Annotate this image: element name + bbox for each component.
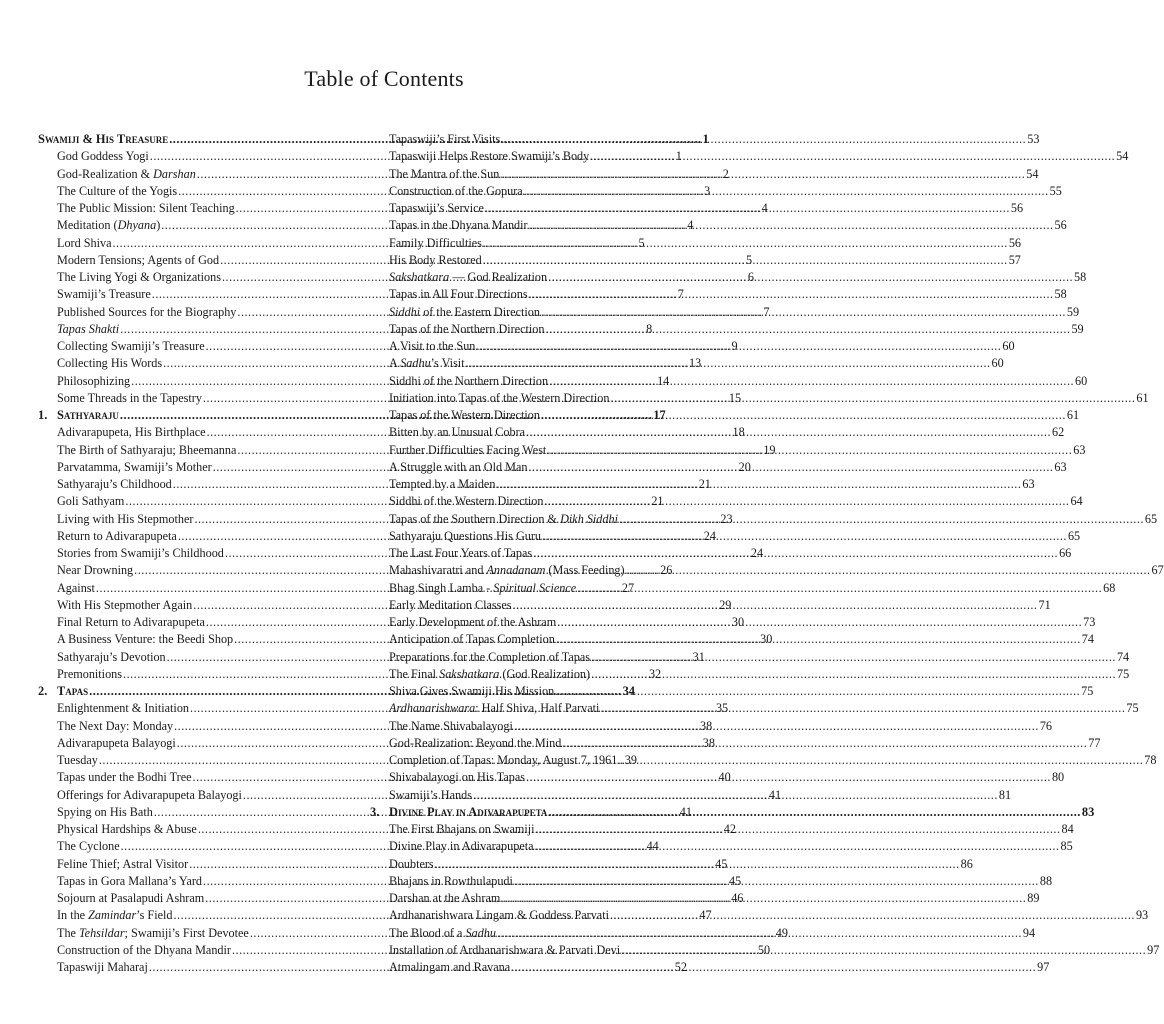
toc-entry-title: Tapaswiji Maharaj <box>57 960 148 974</box>
page-number: 62 <box>1052 425 1065 440</box>
page-number: 81 <box>998 787 1012 802</box>
page-number: 8 <box>646 321 653 336</box>
page-number: 56 <box>1008 235 1021 250</box>
dot-leader <box>536 821 1061 838</box>
dot-leader <box>591 649 1116 666</box>
dot-leader <box>548 269 1073 286</box>
toc-entry[interactable] <box>370 286 1067 303</box>
toc-entry-title: Against <box>57 580 95 595</box>
toc-entry[interactable] <box>370 493 1083 510</box>
dot-leader <box>466 355 991 372</box>
toc-entry-title: Tempted by a Maiden <box>389 477 496 491</box>
page-number: 38 <box>700 718 713 733</box>
chapter-number: 1. <box>38 408 48 422</box>
toc-entry-title: Spying on His Bath <box>57 804 153 819</box>
toc-entry-title: Tuesday <box>57 753 98 767</box>
toc-entry-title: The Final Sakshatkara (God Realization) <box>389 666 591 681</box>
page-number: 45 <box>715 856 728 871</box>
dot-leader <box>514 718 1039 735</box>
toc-entry-title: Tapas under the Bodhi Tree <box>57 770 192 785</box>
toc-entry-title: Further Difficulties Facing West <box>389 442 547 457</box>
toc-entry-title: Tapaswiji’s First Visits <box>389 132 501 146</box>
page-number: 56 <box>1010 201 1024 215</box>
dot-leader <box>483 252 1008 269</box>
page-number: 14 <box>657 373 670 388</box>
page-number: 74 <box>1081 632 1094 647</box>
toc-entry-title: Siddhi of the Eastern Direction <box>389 304 540 319</box>
toc-entry-title: Siddhi of the Western Direction <box>389 494 544 509</box>
dot-leader <box>549 373 1074 390</box>
dot-leader <box>542 528 1067 545</box>
toc-entry[interactable] <box>370 752 1157 769</box>
dot-leader <box>555 683 1080 700</box>
page-number: 60 <box>991 356 1004 371</box>
toc-entry[interactable] <box>370 252 1021 269</box>
page-number: 58 <box>1054 287 1067 302</box>
toc-entry-title: Offerings for Adivarapupeta Balayogi <box>57 787 242 802</box>
toc-entry-title: Shiva Gives Swamiji His Mission <box>389 684 555 698</box>
page-number: 52 <box>674 960 687 974</box>
toc-entry-title: Collecting His Words <box>57 356 163 371</box>
page-number: 49 <box>775 925 788 940</box>
toc-entry-title: God-Realization: Beyond the Mind <box>389 735 562 750</box>
toc-entry-title: Completion of Tapas: Monday, August 7, 1961 <box>389 753 618 767</box>
toc-entry-title: Bhag Singh Lamba - Spiritual Science <box>389 580 577 595</box>
toc-entry-title: Early Development of the Ashram <box>389 615 557 629</box>
page-number: 88 <box>1039 873 1053 888</box>
page-number: 59 <box>1066 304 1080 319</box>
page-number: 71 <box>1038 597 1051 612</box>
page-number: 94 <box>1022 925 1036 940</box>
page-number: 80 <box>1051 770 1065 785</box>
page-number: 63 <box>1073 442 1086 457</box>
toc-entry-title: Ardhanarishwara: Half Shiva, Half Parvati <box>389 701 600 716</box>
page-number: 89 <box>1027 891 1040 905</box>
toc-entry-title: The Cyclone <box>57 839 120 854</box>
toc-entry-title: Tapas <box>57 684 89 698</box>
dot-leader <box>529 286 1054 303</box>
page-number: 68 <box>1103 580 1116 595</box>
page-number: 46 <box>731 891 744 905</box>
page-number: 97 <box>1147 942 1160 957</box>
toc-entry-title: A Struggle with an Old Man <box>389 459 528 474</box>
page-number: 1 <box>702 132 709 146</box>
toc-entry-title: Final Return to Adivarapupeta <box>57 615 205 629</box>
page-number: 39 <box>624 753 637 767</box>
toc-entry-title: The Living Yogi & Organizations <box>57 270 221 284</box>
page-number: 63 <box>1054 459 1067 474</box>
dot-leader <box>529 217 1054 234</box>
toc-entry-title: Sojourn at Pasalapudi Ashram <box>57 891 205 905</box>
toc-entry[interactable] <box>370 683 1094 700</box>
dot-leader <box>435 856 960 873</box>
dot-leader <box>535 838 1060 855</box>
toc-entry-title: Bhajans in Rowthulapudi <box>389 873 513 888</box>
toc-entry[interactable] <box>370 338 1015 355</box>
toc-entry-title: Preparations for the Completion of Tapas <box>389 649 590 664</box>
page-number: 60 <box>1002 339 1015 353</box>
toc-entry-title: Return to Adivarapupeta <box>57 528 177 543</box>
toc-entry-title: Family Difficulties <box>389 235 482 250</box>
toc-entry-title: The Mantra of the Sun <box>389 166 500 181</box>
page-number: 34 <box>622 684 635 698</box>
toc-entry-title: Living with His Stepmother <box>57 511 194 526</box>
page-number: 2 <box>722 166 729 181</box>
page-number: 64 <box>1070 494 1083 509</box>
page-number: 35 <box>715 701 729 716</box>
page-number: 97 <box>1037 960 1050 974</box>
page-number: 45 <box>728 873 742 888</box>
page-number: 40 <box>718 770 731 785</box>
toc-entry-title: A Sadhu’s Visit <box>389 356 465 371</box>
page-number: 41 <box>679 804 692 819</box>
toc-entry-title: God-Realization & Darshan <box>57 166 196 181</box>
page-number: 6 <box>747 270 754 284</box>
page-number: 75 <box>1126 701 1139 716</box>
page-number: 19 <box>763 442 776 457</box>
page-number: 65 <box>1144 511 1158 526</box>
toc-entry-title: Tapas in All Four Directions <box>389 287 528 302</box>
toc-entry-title: Tapas of the Southern Direction & Dikh Siddhi <box>389 511 618 526</box>
toc-entry-title: Tapas of the Northern Direction <box>389 321 545 336</box>
dot-leader <box>548 804 1080 821</box>
page-number: 76 <box>1039 718 1052 733</box>
page-number: 77 <box>1088 735 1101 750</box>
dot-leader <box>591 666 1116 683</box>
dot-leader <box>524 183 1049 200</box>
page-number: 78 <box>1144 753 1157 767</box>
page-number: 26 <box>660 563 673 578</box>
page-number: 5 <box>638 235 645 250</box>
page-number: 73 <box>1083 615 1096 629</box>
toc-entry-title: Darshan at the Ashram <box>389 891 501 905</box>
page-number: 31 <box>692 649 705 664</box>
page-number: 32 <box>648 666 662 681</box>
toc-entry[interactable] <box>370 666 1130 683</box>
dot-leader <box>610 907 1135 924</box>
toc-entry-title: Early Meditation Classes <box>389 597 512 612</box>
page-number: 75 <box>1117 666 1130 681</box>
toc-entry-title: Physical Hardships & Abuse <box>57 822 197 836</box>
toc-entry[interactable] <box>370 838 1073 855</box>
page-number: 23 <box>720 511 733 526</box>
dot-leader <box>541 407 1066 424</box>
page-number: 18 <box>732 425 745 440</box>
toc-entry-title: In the Zamindar’s Field <box>57 908 173 923</box>
page-number: 86 <box>960 856 973 871</box>
page-number: 67 <box>1151 563 1164 578</box>
toc-entry[interactable] <box>370 407 1080 424</box>
dot-leader <box>626 562 1151 579</box>
toc-entry-title: The Blood of a Sadhu <box>389 925 496 940</box>
page-number: 38 <box>702 735 715 750</box>
toc-entry[interactable] <box>370 580 1116 597</box>
toc-entry-title: Adivarapupeta Balayogi <box>57 735 176 750</box>
page-number: 60 <box>1075 373 1088 388</box>
page-number: 61 <box>1066 408 1080 422</box>
page-number: 63 <box>1022 477 1035 491</box>
toc-entry-title: Sathyaraju Questions His Guru <box>389 528 541 543</box>
page-number: 53 <box>1027 132 1040 146</box>
toc-entry-title: God Goddess Yogi <box>57 149 149 164</box>
toc-entry[interactable] <box>370 562 1164 579</box>
page-number: 50 <box>757 942 771 957</box>
page-number: 20 <box>738 459 751 474</box>
toc-entry-title: Meditation (Dhyana) <box>57 218 161 233</box>
page-number: 21 <box>651 494 664 509</box>
toc-entry-title: Tapas of the Western Direction <box>389 408 540 422</box>
page-number: 29 <box>719 597 732 612</box>
chapter-number: 2. <box>38 684 48 698</box>
toc-entry-title: Modern Tensions; Agents of God <box>57 252 220 267</box>
dot-leader <box>621 942 1146 959</box>
toc-entry-title: Atmalingam and Ravana <box>389 960 511 974</box>
toc-entry-title: Anticipation of Tapas Completion <box>389 632 555 647</box>
dot-leader <box>562 735 1087 752</box>
dot-leader <box>533 545 1058 562</box>
toc-entry-title: A Visit to the Sun <box>389 339 476 353</box>
toc-entry-title: The Birth of Sathyaraju; Bheemanna <box>57 442 237 457</box>
page-number: 7 <box>677 287 684 302</box>
toc-entry-title: Mahashivaratri and Annadanam (Mass Feeding) <box>389 563 625 578</box>
page-number: 65 <box>1067 528 1081 543</box>
toc-entry-title: The Tehsildar; Swamiji’s First Devotee <box>57 925 249 940</box>
toc-entry-title: Published Sources for the Biography <box>57 304 237 319</box>
page-number: 54 <box>1116 149 1129 164</box>
dot-leader <box>511 959 1036 976</box>
dot-leader <box>513 597 1038 614</box>
page-number: 57 <box>1008 252 1021 267</box>
page-number: 41 <box>768 787 782 802</box>
page-number: 24 <box>750 546 764 560</box>
page-number: 58 <box>1074 270 1087 284</box>
page-number: 30 <box>760 632 773 647</box>
toc-entry-title: Philosophizing <box>57 373 131 388</box>
page-number: 93 <box>1135 908 1149 923</box>
toc-entry-title: With His Stepmother Again <box>57 597 193 612</box>
toc-entry-title: Enlightenment & Initiation <box>57 701 190 716</box>
toc-entry-title: Tapas Shakti <box>57 321 120 336</box>
page-number: 56 <box>1054 218 1067 233</box>
toc-entry-title: Construction of the Dhyana Mandir <box>57 942 231 957</box>
dot-leader <box>526 769 1051 786</box>
toc-entry-title: The Culture of the Yogis <box>57 183 178 198</box>
toc-entry-title: Tapas in Gora Mallana’s Yard <box>57 873 203 888</box>
dot-leader <box>473 787 998 804</box>
page-number: 7 <box>763 304 770 319</box>
dot-leader <box>526 424 1051 441</box>
dot-leader <box>556 631 1081 648</box>
dot-leader <box>514 873 1039 890</box>
dot-leader <box>497 925 1022 942</box>
page-number: 44 <box>646 839 659 854</box>
toc-entry-title: Feline Thief; Astral Visitor <box>57 856 189 871</box>
toc-entry[interactable] <box>370 166 1039 183</box>
toc-entry-title: Swamiji & His Treasure <box>38 132 169 146</box>
toc-entry-title: Initiation into Tapas of the Western Direction <box>389 390 610 405</box>
toc-entry-title: Tapaswiji’s Service <box>389 201 484 215</box>
dot-leader <box>541 304 1066 321</box>
toc-entry-title: Divine Play in Adivarapupeta <box>389 839 534 854</box>
toc-entry[interactable] <box>370 131 1040 148</box>
dot-leader <box>496 476 1021 493</box>
toc-entry-title: Parvatamma, Swamiji’s Mother <box>57 459 212 474</box>
toc-entry-title: Bitten by an Unusual Cobra <box>389 425 526 440</box>
toc-entry-title: The First Bhajans on Swamiji <box>389 822 535 836</box>
dot-leader <box>476 338 1001 355</box>
toc-entry-title: Swamiji’s Hands <box>389 787 472 802</box>
page-number: 3 <box>704 183 711 198</box>
dot-leader <box>545 493 1070 510</box>
toc-entry-title: Sakshatkara — God Realization <box>389 270 548 284</box>
page-number: 83 <box>1081 804 1095 819</box>
toc-entry-title: Lord Shiva <box>57 235 112 250</box>
page-number: 59 <box>1071 321 1084 336</box>
toc-entry[interactable] <box>370 217 1067 234</box>
dot-leader <box>546 321 1071 338</box>
page-title: Table of Contents <box>304 66 464 91</box>
dot-leader <box>618 752 1143 769</box>
dot-leader <box>501 890 1026 907</box>
dot-leader <box>500 166 1025 183</box>
page-number: 85 <box>1060 839 1073 854</box>
dot-leader <box>485 200 1010 217</box>
page-number: 30 <box>731 615 745 629</box>
toc-entry-title: A Business Venture: the Beedi Shop <box>57 632 234 647</box>
toc-entry-title: The Next Day: Monday <box>57 718 174 733</box>
toc-entry-title: Adivarapupeta, His Birthplace <box>57 425 206 440</box>
dot-leader <box>557 614 1082 631</box>
page-number: 27 <box>621 580 635 595</box>
page-number: 24 <box>703 528 716 543</box>
page-number: 1 <box>675 149 682 164</box>
toc-entry[interactable] <box>370 269 1087 286</box>
toc-entry[interactable] <box>370 304 1080 321</box>
toc-entry-title: Sathyaraju’s Childhood <box>57 477 172 491</box>
dot-leader <box>619 511 1144 528</box>
dot-leader <box>590 148 1115 165</box>
page-number: 84 <box>1061 822 1074 836</box>
toc-entry-title: Sathyaraju <box>57 408 119 422</box>
page-number: 13 <box>689 356 702 371</box>
page-number: 74 <box>1116 649 1130 664</box>
toc-entry[interactable] <box>370 148 1129 165</box>
toc-entry-title: Doubters <box>389 856 434 871</box>
page-number: 4 <box>687 218 694 233</box>
toc-entry-title: Construction of the Gopura <box>389 183 523 198</box>
toc-entry-title: Shivabalayogi on His Tapas <box>389 770 526 785</box>
page-number: 9 <box>731 339 738 353</box>
toc-entry[interactable] <box>370 235 1021 252</box>
chapter-number: 3. <box>370 804 380 819</box>
toc-entry-title: Tapaswiji Helps Restore Swamiji’s Body <box>389 149 590 164</box>
page-number: 61 <box>1136 390 1149 405</box>
toc-entry-title: Tapas in the Dhyana Mandir <box>389 218 528 233</box>
toc-entry-title: The Name Shivabalayogi <box>389 718 513 733</box>
toc-entry-title: The Public Mission: Silent Teaching <box>57 201 235 215</box>
page-number: 21 <box>698 477 711 491</box>
toc-entry-title: Divine Play in Adivarapupeta <box>389 804 548 819</box>
toc-entry-title: His Body Restored <box>389 252 482 267</box>
toc-entry[interactable] <box>370 200 1024 217</box>
dot-leader <box>501 131 1026 148</box>
page-number: 66 <box>1059 546 1072 560</box>
toc-entry-title: Some Threads in the Tapestry <box>57 390 202 405</box>
toc-entry-title: Ardhanarishwara Lingam & Goddess Parvati <box>389 908 609 923</box>
toc-entry-title: Premonitions <box>57 666 123 681</box>
page-number: 15 <box>728 390 742 405</box>
toc-entry-title: Sathyaraju’s Devotion <box>57 649 166 664</box>
toc-entry[interactable] <box>370 321 1084 338</box>
page-number: 4 <box>761 201 768 215</box>
toc-entry[interactable] <box>370 183 1062 200</box>
toc-entry-title: Installation of Ardhanarishwara & Parvati Devi <box>389 942 621 957</box>
dot-leader <box>577 580 1102 597</box>
toc-entry-title: The Last Four Years of Tapas <box>389 546 533 560</box>
dot-leader <box>528 459 1053 476</box>
toc-entry-title: Siddhi of the Northern Direction <box>389 373 549 388</box>
toc-entry-title: Goli Sathyam <box>57 494 125 509</box>
toc-entry-title: Stories from Swamiji’s Childhood <box>57 546 224 560</box>
toc-entry-title: Collecting Swamiji’s Treasure <box>57 339 205 353</box>
toc-entry[interactable] <box>370 373 1088 390</box>
dot-leader <box>547 442 1072 459</box>
page-number: 42 <box>723 822 736 836</box>
dot-leader <box>600 700 1125 717</box>
toc-entry-title: Swamiji’s Treasure <box>57 287 151 302</box>
page-number: 75 <box>1081 684 1094 698</box>
dot-leader <box>610 390 1135 407</box>
dot-leader <box>483 235 1008 252</box>
page-number: 5 <box>746 252 753 267</box>
page-number: 54 <box>1026 166 1039 181</box>
page-number: 47 <box>699 908 712 923</box>
toc-entry-title: Near Drowning <box>57 563 134 578</box>
page-number: 55 <box>1049 183 1062 198</box>
page-number: 17 <box>653 408 666 422</box>
